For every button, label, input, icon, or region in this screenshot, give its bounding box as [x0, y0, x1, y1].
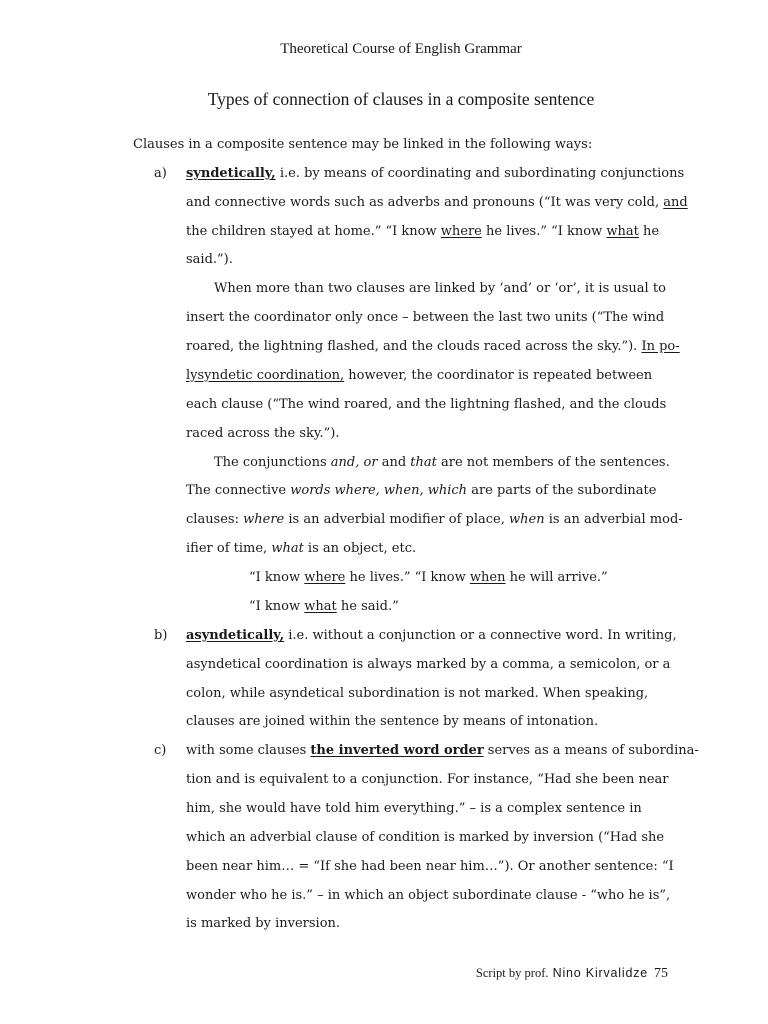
footer-script-by: Script by prof. — [475, 966, 549, 980]
underlined-word: where — [440, 224, 482, 239]
text: the children stayed at home.” “I know — [186, 224, 441, 239]
item-marker-c: c) — [154, 743, 167, 758]
italic-text: that — [410, 455, 437, 470]
footer-author: Nino Kirvalidze — [552, 966, 648, 980]
item-c-line-3: him, she would have told him everything.” – is a complex sentence in — [186, 801, 642, 816]
text: “I know — [249, 570, 305, 585]
page-footer — [0, 963, 668, 984]
underlined-phrase: In po- — [641, 339, 680, 354]
item-c-line-5: been near him… = “If she had been near him…”). Or another sentence: “I — [186, 859, 674, 874]
item-a-para3-line-4 — [186, 539, 416, 559]
term-syndetically: syndetically, — [186, 166, 276, 181]
text: he lives.” “I know — [345, 570, 470, 585]
page-number: 75 — [654, 966, 668, 981]
item-a-line-4: said.”). — [186, 252, 233, 267]
item-a-para2-line-1: When more than two clauses are linked by ‘and’ or ‘or’, it is usual to — [214, 281, 666, 296]
item-marker-a: a) — [154, 166, 167, 181]
text: The connective — [186, 483, 291, 498]
text: “I know — [249, 599, 305, 614]
italic-text: what — [271, 541, 304, 556]
item-a-line-1 — [186, 164, 685, 184]
item-a-line-2 — [186, 193, 688, 213]
underlined-word: when — [469, 570, 506, 585]
text: with some clauses — [186, 743, 311, 758]
underlined-word: what — [606, 224, 639, 239]
item-b-line-4: clauses are joined within the sentence by means of intonation. — [186, 714, 599, 729]
item-a-para2-line-3 — [186, 337, 680, 357]
text: i.e. without a conjunction or a connective word. In writing, — [284, 628, 677, 643]
term-asyndetically: asyndetically, — [186, 628, 285, 643]
underlined-phrase: lysyndetic coordination, — [186, 368, 345, 383]
item-c-line-7: is marked by inversion. — [186, 916, 341, 931]
item-b-line-2: asyndetical coordination is always marked by a comma, a semicolon, or a — [186, 657, 671, 672]
text: serves as a means of subordina- — [483, 743, 699, 758]
underlined-word: where — [304, 570, 346, 585]
example-line-1 — [249, 568, 608, 588]
text: he lives.” “I know — [481, 224, 607, 239]
section-title: Types of connection of clauses in a composite sentence — [207, 89, 595, 109]
text: clauses: — [186, 512, 244, 527]
item-c-line-1 — [186, 741, 699, 761]
term-inverted-word-order: the inverted word order — [310, 743, 484, 758]
underlined-word: what — [304, 599, 337, 614]
item-a-para3-line-2 — [186, 481, 657, 501]
text: and — [377, 455, 411, 470]
item-a-para2-line-4 — [186, 366, 653, 386]
item-a-para2-line-5: each clause (“The wind roared, and the lightning flashed, and the clouds — [186, 397, 667, 412]
italic-text: where — [243, 512, 285, 527]
text: he will arrive.” — [505, 570, 608, 585]
text: is an adverbial mod- — [544, 512, 683, 527]
text: i.e. by means of coordinating and subordinating conjunctions — [275, 166, 685, 181]
item-a-para3-line-3 — [186, 510, 683, 530]
item-c-line-4: which an adverbial clause of condition is marked by inversion (“Had she — [186, 830, 665, 845]
text: are parts of the subordinate — [467, 483, 657, 498]
text: he — [638, 224, 660, 239]
item-b-line-1 — [186, 626, 677, 646]
italic-text: when — [509, 512, 545, 527]
text: he said.” — [336, 599, 399, 614]
running-head: Theoretical Course of English Grammar — [280, 41, 522, 57]
text: and connective words such as adverbs and pronouns (“It was very cold, — [186, 195, 664, 210]
item-marker-b: b) — [154, 628, 168, 643]
text: is an object, etc. — [303, 541, 417, 556]
italic-text: words where, when, which — [290, 483, 468, 498]
item-a-para2-line-6: raced across the sky.”). — [186, 426, 340, 441]
text: roared, the lightning flashed, and the clouds raced across the sky.”). — [186, 339, 642, 354]
item-a-line-3 — [186, 222, 660, 242]
text: are not members of the sentences. — [436, 455, 670, 470]
text: however, the coordinator is repeated between — [344, 368, 653, 383]
item-c-line-2: tion and is equivalent to a conjunction. For instance, “Had she been near — [186, 772, 669, 787]
intro-paragraph: Clauses in a composite sentence may be linked in the following ways: — [133, 137, 593, 152]
item-a-para2-line-2: insert the coordinator only once – between the last two units (“The wind — [186, 310, 665, 325]
italic-text: and, or — [330, 455, 378, 470]
text: The conjunctions — [214, 455, 331, 470]
underlined-word: and — [663, 195, 688, 210]
example-line-2 — [249, 597, 399, 617]
item-a-para3-line-1 — [214, 453, 670, 473]
item-c-line-6: wonder who he is.” – in which an object subordinate clause - “who he is”, — [186, 888, 671, 903]
item-b-line-3: colon, while asyndetical subordination is not marked. When speaking, — [186, 686, 649, 701]
text: is an adverbial modifier of place, — [284, 512, 510, 527]
text: ifier of time, — [186, 541, 272, 556]
